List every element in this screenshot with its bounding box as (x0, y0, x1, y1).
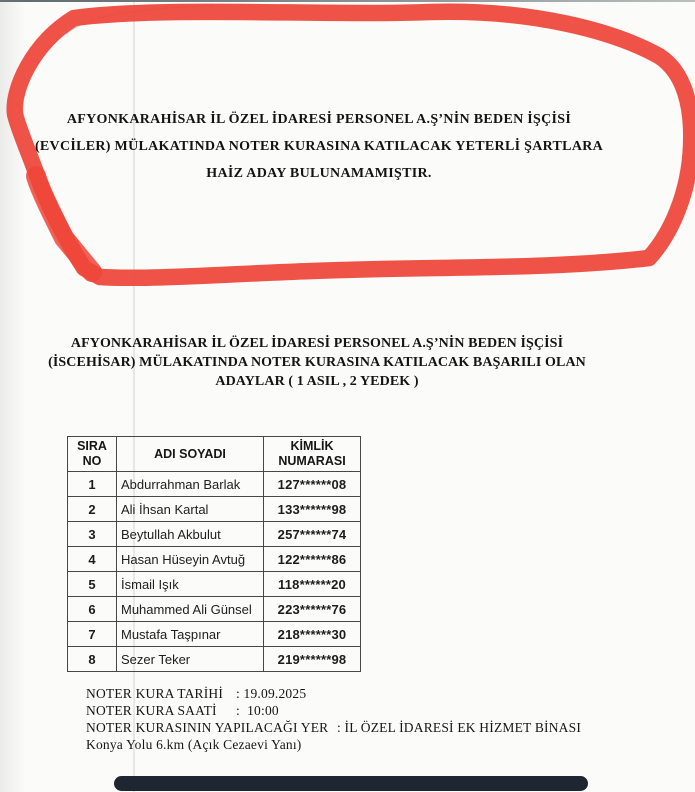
cell-sira: 3 (68, 522, 117, 547)
table-row (68, 472, 361, 497)
cell-name: Mustafa Taşpınar (117, 622, 264, 647)
noter-kura-address: Konya Yolu 6.km (Açık Cezaevi Yanı) (86, 737, 302, 752)
noter-kura-saati-row (86, 702, 666, 719)
cell-kimlik: 219******98 (264, 647, 361, 672)
cell-name: Ali İhsan Kartal (117, 497, 264, 522)
cell-sira: 6 (68, 597, 117, 622)
noter-kura-saati-label: NOTER KURA SAATİ (86, 703, 217, 718)
cell-sira: 8 (68, 647, 117, 672)
header-sira-no: SIRA NO (68, 437, 117, 472)
table-header-row (68, 437, 361, 472)
noter-kura-tarihi-row (86, 685, 666, 702)
cell-name: Abdurrahman Barlak (117, 472, 264, 497)
cell-sira: 7 (68, 622, 117, 647)
noter-kura-yer-value: : İL ÖZEL İDARESİ EK HİZMET BİNASI (337, 720, 582, 735)
notice-iscehisar-line1: AFYONKARAHİSAR İL ÖZEL İDARESİ PERSONEL A.Ş’NİN BEDEN İŞÇİSİ (70, 336, 564, 351)
notice-iscehisar-line3: ADAYLAR ( 1 ASIL , 2 YEDEK ) (215, 374, 419, 389)
candidates-table (67, 436, 361, 672)
notice-evciler-line2: (EVCİLER) MÜLAKATINDA NOTER KURASINA KATILACAK YETERLİ ŞARTLARA (34, 139, 604, 154)
cell-name: Sezer Teker (117, 647, 264, 672)
table-row (68, 547, 361, 572)
header-adi-soyadi: ADI SOYADI (117, 437, 264, 472)
table-row (68, 522, 361, 547)
notice-iscehisar-line2: (İSCEHİSAR) MÜLAKATINDA NOTER KURASINA KATILACAK BAŞARILI OLAN (48, 355, 586, 370)
cell-kimlik: 223******76 (264, 597, 361, 622)
cell-kimlik: 118******20 (264, 572, 361, 597)
cell-name: Beytullah Akbulut (117, 522, 264, 547)
notice-evciler-line3: HAİZ ADAY BULUNAMAMIŞTIR. (206, 166, 432, 181)
cell-name: Muhammed Ali Günsel (117, 597, 264, 622)
noter-kura-yer-row (86, 719, 666, 736)
cell-kimlik: 133******98 (264, 497, 361, 522)
notice-evciler-line1: AFYONKARAHİSAR İL ÖZEL İDARESİ PERSONEL A.Ş’NİN BEDEN İŞÇİSİ (66, 112, 572, 127)
cell-kimlik: 122******86 (264, 547, 361, 572)
cell-name: İsmail Işık (117, 572, 264, 597)
table-row (68, 572, 361, 597)
cell-sira: 1 (68, 472, 117, 497)
cell-kimlik: 127******08 (264, 472, 361, 497)
table-row (68, 622, 361, 647)
header-kimlik-numarasi: KİMLİK NUMARASI (264, 437, 361, 472)
noter-kura-details (86, 685, 666, 753)
table-row (68, 647, 361, 672)
table-row (68, 597, 361, 622)
cell-kimlik: 218******30 (264, 622, 361, 647)
noter-kura-tarihi-value: : 19.09.2025 (236, 686, 307, 701)
red-loop-left-overstroke (36, 176, 92, 272)
cell-sira: 2 (68, 497, 117, 522)
noter-kura-saati-value: : 10:00 (236, 703, 279, 718)
notice-iscehisar (24, 334, 610, 391)
cell-name: Hasan Hüseyin Avtuğ (117, 547, 264, 572)
table-row (68, 497, 361, 522)
cell-sira: 5 (68, 572, 117, 597)
noter-kura-tarihi-label: NOTER KURA TARİHİ (86, 686, 224, 701)
bottom-ui-bar (114, 776, 588, 791)
notice-evciler (26, 106, 612, 187)
cell-sira: 4 (68, 547, 117, 572)
noter-kura-yer-label: NOTER KURASININ YAPILACAĞI YER (86, 720, 329, 735)
cell-kimlik: 257******74 (264, 522, 361, 547)
